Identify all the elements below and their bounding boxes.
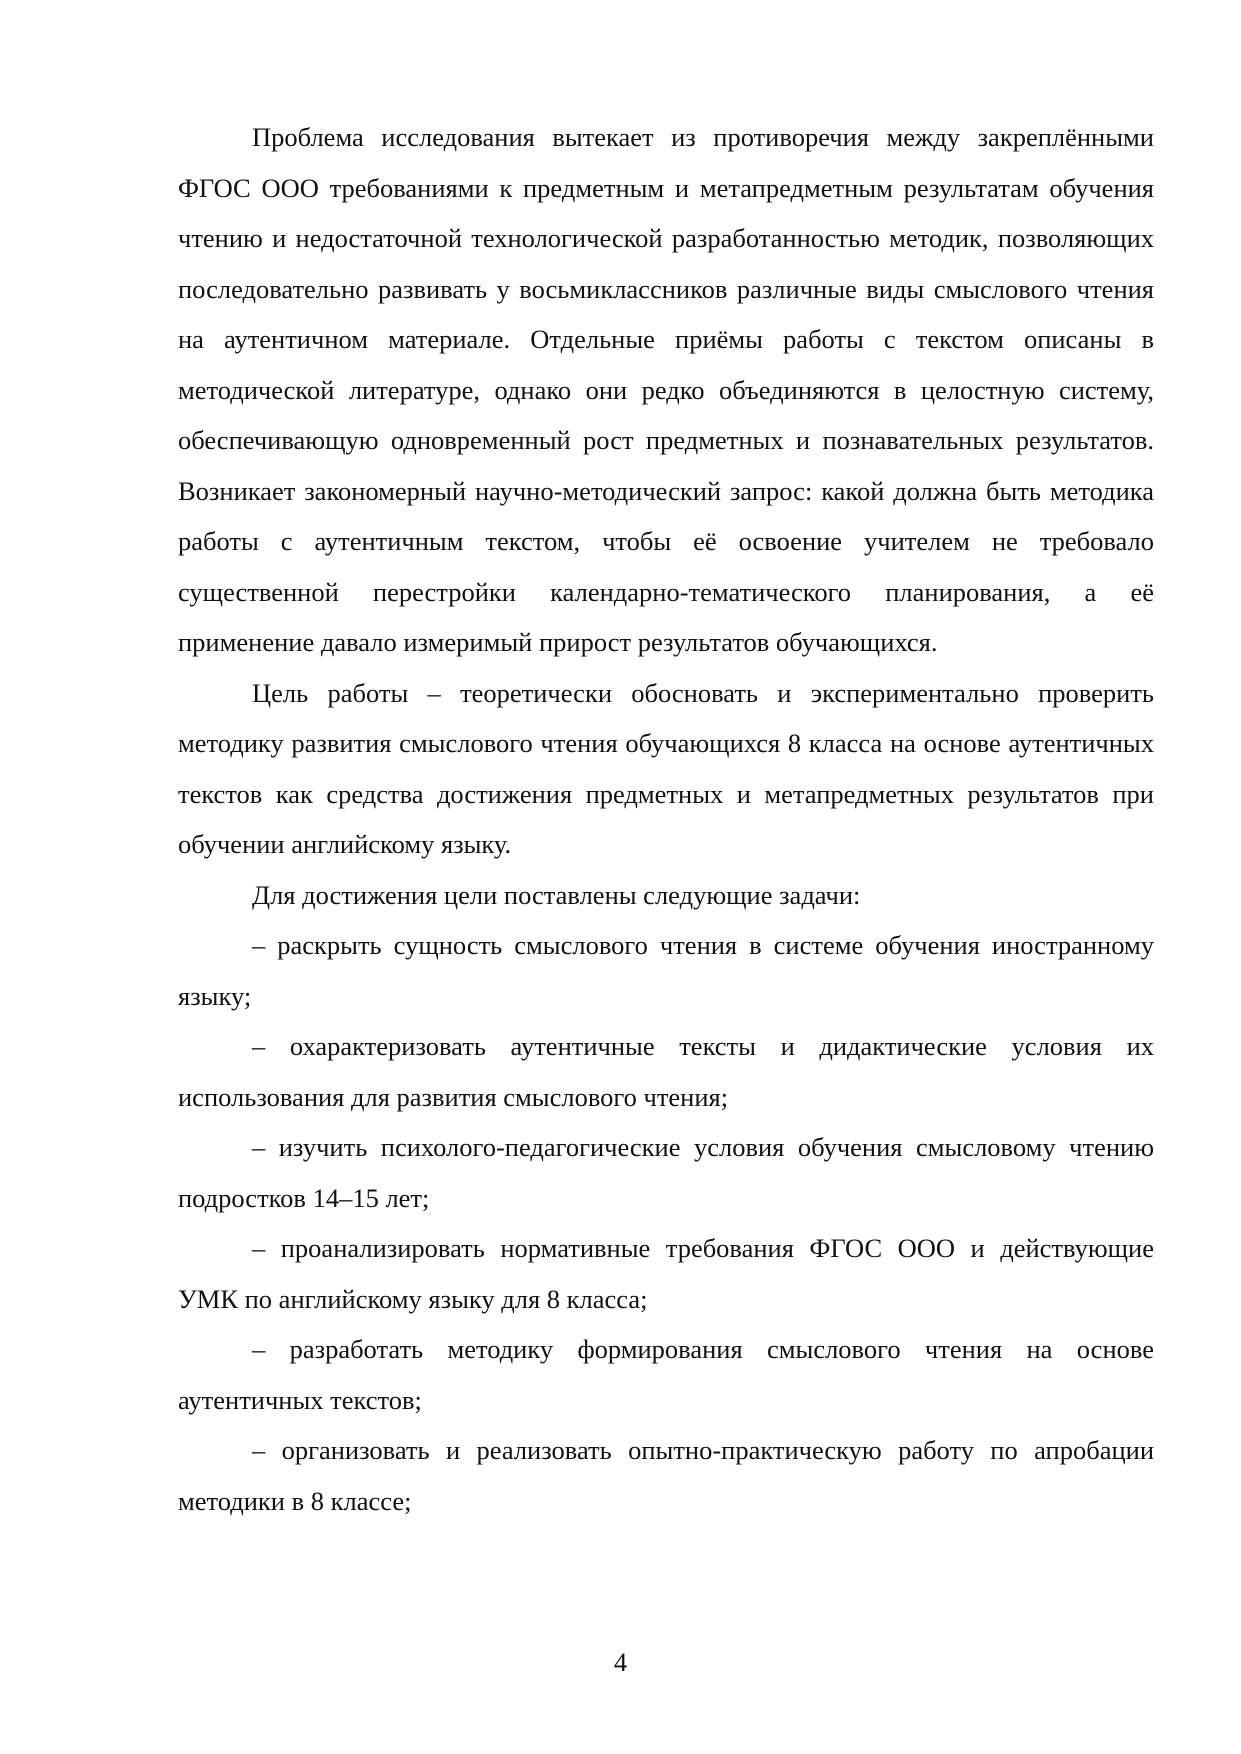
body-text — [178, 112, 1154, 1526]
task-item: – охарактеризовать аутентичные тексты и дидактические условия их использования для развития смыслового чтения; — [178, 1031, 1154, 1112]
task-item: – раскрыть сущность смыслового чтения в системе обучения иностранному языку; — [178, 930, 1154, 1011]
paragraph-tasks-intro: Для достижения цели поставлены следующие задачи: — [252, 879, 861, 910]
task-item: – организовать и реализовать опытно-практическую работу по апробации методики в 8 классе; — [178, 1435, 1154, 1516]
paragraph-research-problem: Проблема исследования вытекает из противоречия между закреплёнными ФГОС ООО требованиями к предметным и метапредметным результатам обучения чтению и недостаточной технологической разработанностью методик, позволяющих последовательно развивать у восьмиклассников различные виды смыслового чтения на аутентичном материале. Отдельные приёмы работы с текстом описаны в методической литературе, однако они редко объединяются в целостную систему, обеспечивающую одновременный рост предметных и познавательных результатов. Возникает закономерный научно-методический запрос: какой должна быть методика работы с аутентичным текстом, чтобы её освоение учителем не требовало существенной перестройки календарно-тематического планирования, а её применение давало измеримый прирост результатов обучающихся. — [178, 122, 1154, 657]
task-item: – разработать методику формирования смыслового чтения на основе аутентичных текстов; — [178, 1334, 1154, 1415]
task-item: – изучить психолого-педагогические условия обучения смысловому чтению подростков 14–15 лет; — [178, 1132, 1154, 1213]
task-item: – проанализировать нормативные требования ФГОС ООО и действующие УМК по английскому языку для 8 класса; — [178, 1233, 1154, 1314]
page-number: 4 — [613, 1647, 628, 1677]
paragraph-research-goal: Цель работы – теоретически обосновать и экспериментально проверить методику развития смыслового чтения обучающихся 8 класса на основе аутентичных текстов как средства достижения предметных и метапредметных результатов при обучении английскому языку. — [178, 677, 1154, 859]
